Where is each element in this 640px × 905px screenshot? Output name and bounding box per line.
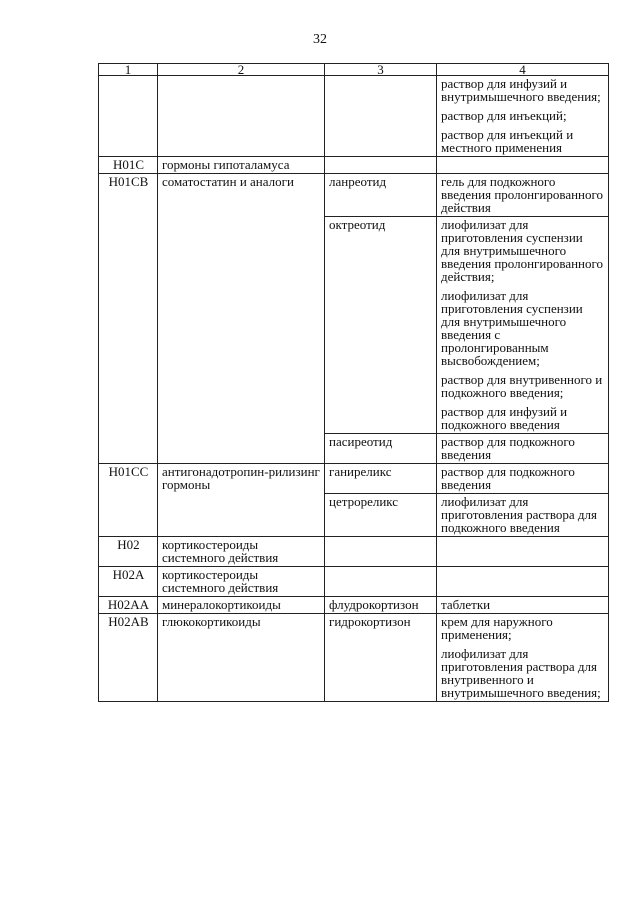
medication-table (98, 63, 609, 702)
column-header: 3 (325, 64, 437, 76)
table-row (99, 614, 609, 702)
table-row (99, 76, 609, 157)
group-name: гормоны гипоталамуса (158, 157, 325, 174)
atc-code: H02A (99, 567, 158, 597)
dosage-form: лиофилизат для приготовления суспензии для внутримышечного введения с пролонгированным высвобождением; (441, 288, 583, 368)
dosage-form: крем для наружного применения; (441, 614, 553, 642)
dosage-forms (437, 567, 609, 597)
drug-name (325, 157, 437, 174)
drug-name: флудрокортизон (325, 597, 437, 614)
drug-name: ланреотид (325, 174, 437, 217)
dosage-forms (437, 76, 609, 157)
atc-code: H02AA (99, 597, 158, 614)
group-name: кортикостероиды системного действия (158, 567, 325, 597)
table-row (99, 537, 609, 567)
atc-code: H01CB (99, 174, 158, 464)
dosage-forms (437, 174, 609, 217)
header-row (99, 64, 609, 76)
atc-code: H01CC (99, 464, 158, 537)
dosage-form: раствор для подкожного введения (441, 464, 575, 492)
dosage-form: раствор для инъекций и местного применения (441, 127, 574, 155)
dosage-form: лиофилизат для приготовления раствора для подкожного введения (441, 494, 597, 535)
table-row (99, 597, 609, 614)
drug-name: гидрокортизон (325, 614, 437, 702)
drug-name: ганиреликс (325, 464, 437, 494)
table-row (99, 174, 609, 217)
group-name (158, 76, 325, 157)
dosage-form: раствор для внутривенного и подкожного введения; (441, 372, 603, 400)
atc-code: H01C (99, 157, 158, 174)
page-number: 32 (313, 32, 327, 47)
dosage-forms (437, 434, 609, 464)
drug-name: октреотид (325, 217, 437, 434)
dosage-forms (437, 614, 609, 702)
drug-name: пасиреотид (325, 434, 437, 464)
atc-code: H02 (99, 537, 158, 567)
dosage-forms (437, 157, 609, 174)
group-name: глюкокортикоиды (158, 614, 325, 702)
atc-code (99, 76, 158, 157)
column-header: 1 (99, 64, 158, 76)
column-header: 2 (158, 64, 325, 76)
table-row (99, 567, 609, 597)
group-name: кортикостероиды системного действия (158, 537, 325, 567)
table-row (99, 157, 609, 174)
drug-name (325, 537, 437, 567)
table-row (99, 464, 609, 494)
column-header: 4 (437, 64, 609, 76)
dosage-forms (437, 217, 609, 434)
dosage-forms (437, 494, 609, 537)
dosage-forms (437, 464, 609, 494)
dosage-form: раствор для подкожного введения (441, 434, 575, 462)
drug-name: цетрореликс (325, 494, 437, 537)
dosage-form: лиофилизат для приготовления суспензии для внутримышечного введения пролонгированного действия; (441, 217, 604, 284)
dosage-form: раствор для инфузий и внутримышечного введения; (441, 76, 601, 104)
group-name: соматостатин и аналоги (158, 174, 325, 464)
dosage-forms (437, 597, 609, 614)
dosage-form: раствор для инфузий и подкожного введения (441, 404, 568, 432)
dosage-form: таблетки (441, 597, 491, 612)
dosage-form: лиофилизат для приготовления раствора для внутривенного и внутримышечного введения; (441, 646, 601, 700)
group-name: минералокортикоиды (158, 597, 325, 614)
dosage-forms (437, 537, 609, 567)
dosage-form: раствор для инъекций; (441, 108, 567, 123)
drug-name (325, 567, 437, 597)
drug-name (325, 76, 437, 157)
atc-code: H02AB (99, 614, 158, 702)
group-name: антигонадотропин-рилизинг гормоны (158, 464, 325, 537)
dosage-form: гель для подкожного введения пролонгированного действия (441, 174, 604, 215)
